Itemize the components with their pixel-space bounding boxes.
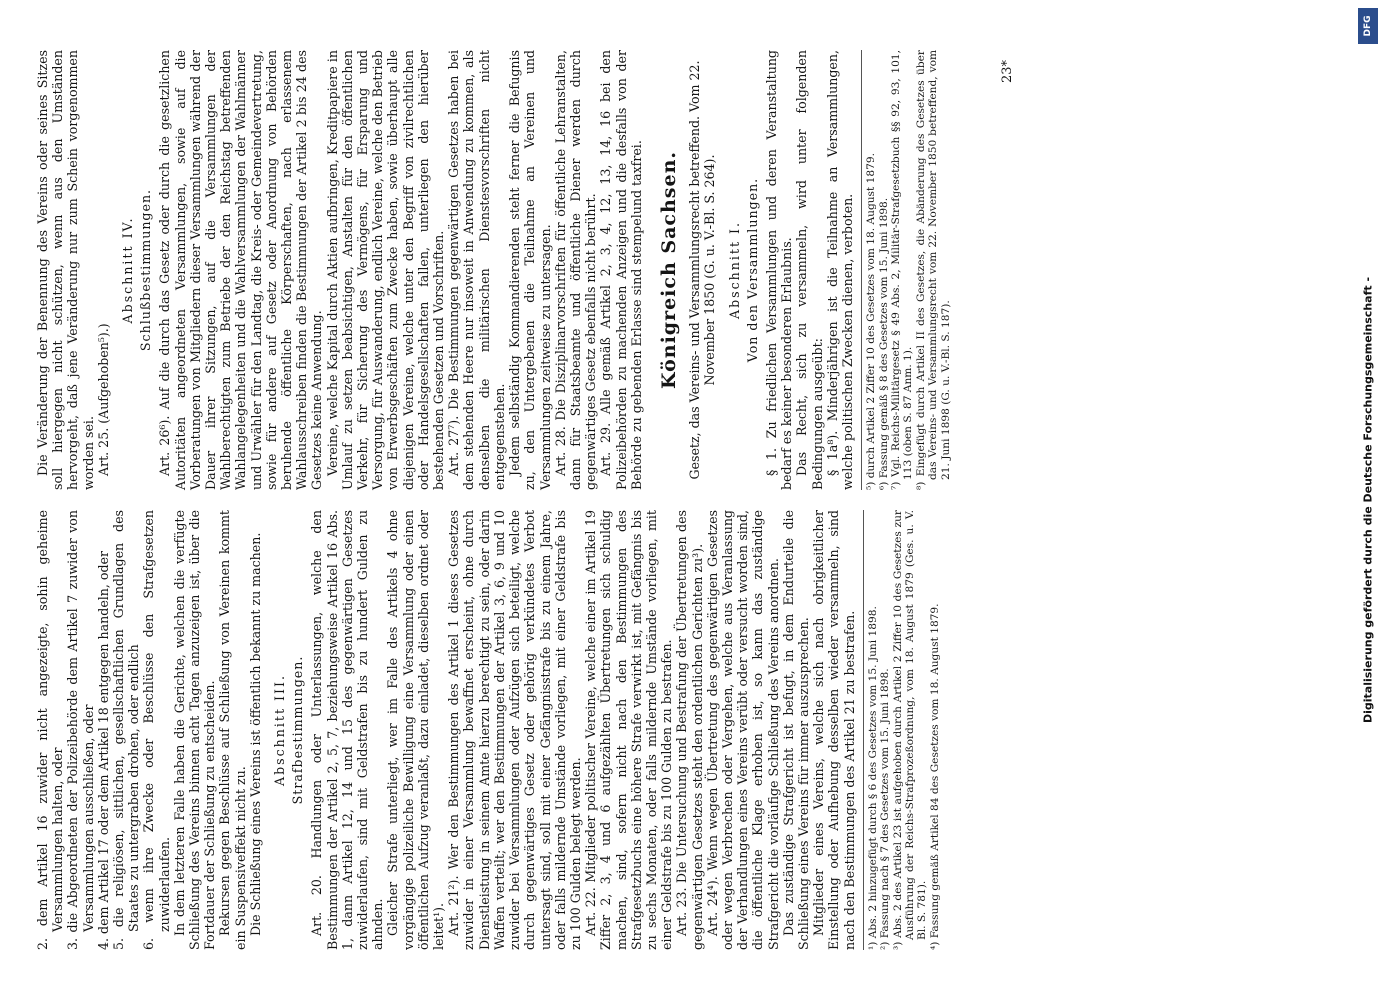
section-heading: Abschnitt IV. xyxy=(120,216,136,324)
article-paragraph: Art. 24⁴). Wenn wegen Übertretung des gegenwärtigen Gesetzes oder wegen Verbrechen oder Vergehen, welche aus Veranlassung der Verhandlungen eines Vereins verübt oder versucht worden sind, die öffentliche Klage erhoben ist, so kann das zuständige Strafgericht die vorläufige Schließung des Vereins anordnen. xyxy=(704,510,781,950)
footnotes-right xyxy=(861,50,952,490)
section-subheading: Strafbestimmungen. xyxy=(290,655,306,805)
paragraph: Rekursen gegen Beschlüsse auf Schließung von Vereinen kommt ein Suspensiveffekt nicht zu. xyxy=(217,510,248,950)
right-column xyxy=(35,50,952,490)
list-item: 5. die religiösen, sittlichen, gesellschaftlichen Grundlagen des Staates zu untergraben drohen, oder endlich xyxy=(111,510,142,950)
section-heading: Abschnitt III. xyxy=(272,674,288,786)
article-paragraph: Mitglieder eines Vereins, welche sich nach obrigkeitlicher Einstellung oder Aufhebung desselben wieder versammeln, sind nach den Bestimmungen des Artikel 21 zu bestrafen. xyxy=(811,510,857,950)
paragraph: Das Recht, sich zu versammeln, wird unter folgenden Bedingungen ausgeübt: xyxy=(794,50,825,490)
list-item: 3. die Abgeordneten der Polizeibehörde dem Artikel 7 zuwider von Versammlungen ausschließen, oder xyxy=(65,510,96,950)
article-paragraph: Das zuständige Strafgericht ist befugt, in dem Endurteile die Schließung eines Vereins für immer auszusprechen. xyxy=(780,510,811,950)
footnote: ⁵) durch Artikel 2 Ziffer 10 des Gesetzes vom 18. August 1879. xyxy=(865,153,878,490)
paragraph: § 1. Zu friedlichen Versammlungen und deren Veranstaltung bedarf es keiner besonderen Erlaubnis. xyxy=(763,50,795,490)
paragraph: In dem letzteren Falle haben die Gerichte, welchen die verfügte Schließung des Vereins binnen acht Tagen anzuzeigen ist, über die Fortdauer der Schließung zu entscheiden. xyxy=(171,510,218,950)
rotated-page-content xyxy=(0,20,1165,980)
paragraph: § 1a⁸). Minderjährigen ist die Teilnahme an Versammlungen, welche politischen Zwecken dienen, verboten. xyxy=(824,50,855,490)
section-heading: Abschnitt I. xyxy=(726,220,742,320)
article-paragraph: Vereine, welche Kapital durch Aktien aufbringen, Kreditpapiere in Umlauf zu setzen beabsichtigen, Anstalten für den öffentlichen Verkehr, für Sicherung des Vermögens, für Ersparung und Versorgung, für Auswanderung, endlich Vereine, welche den Betrieb von Erwerbsgeschäften zum Zwecke haben, sowie überhaupt alle diejenigen Vereine, welche unter den Begriff von zivilrechtlichen oder Handelsgesellschaften fallen, unterliegen den hierüber bestehenden Gesetzen und Vorschriften. xyxy=(324,50,447,490)
list-item: 2. dem Artikel 16 zuwider nicht angezeigte, sohin geheime Versammlungen halten, oder xyxy=(35,510,66,950)
dfg-logo-text: DFG xyxy=(1363,15,1373,37)
section-subheading: Schlußbestimmungen. xyxy=(138,188,154,352)
article-paragraph: Art. 27⁷). Die Bestimmungen gegenwärtigen Gesetzes haben bei dem stehenden Heere nur insoweit in Anwendung zu kommen, als denselben die militärischen Dienstesvorschriften nicht entgegenstehen. xyxy=(446,50,507,490)
left-column xyxy=(35,510,941,950)
paragraph: Die Schließung eines Vereins ist öffentlich bekannt zu machen. xyxy=(247,532,263,936)
dfg-logo xyxy=(1358,8,1378,44)
footnote: ²) Fassung nach § 7 des Gesetzes vom 15. Juni 1898. xyxy=(879,668,892,950)
article-paragraph: Art. 28. Die Disziplinarvorschriften für öffentliche Lehranstalten, dann für Staatsbeamte und öffentliche Diener werden durch gegenwärtiges Gesetz ebenfalls nicht berührt. xyxy=(552,50,599,490)
footnote: ⁴) Fassung gemäß Artikel 84 des Gesetzes vom 18. August 1879. xyxy=(928,603,941,950)
article-paragraph: Art. 20. Handlungen oder Unterlassungen, welche den Bestimmungen der Artikel 2, 5, 7, beziehungsweise Artikel 16 Abs. 1, dann Artikel 12, 14 und 15 des gegenwärtigen Gesetzes zuwiderlaufen, sind mit Geldstrafen bis zu hundert Gulden zu ahnden. xyxy=(309,510,386,950)
article-paragraph: Gleicher Strafe unterliegt, wer im Falle des Artikels 4 ohne vorgängige polizeiliche Bewilligung eine Versammlung oder einen öffentlichen Aufzug veranlaßt, dazu einladet, dieselben ordnet oder leitet¹). xyxy=(385,510,447,950)
digitization-credit xyxy=(1355,10,1381,990)
footnote: ⁶) Fassung gemäß § 8 des Gesetzes vom 15. Juni 1898. xyxy=(877,197,890,490)
footnotes-left xyxy=(863,510,941,950)
state-heading: Königreich Sachsen. xyxy=(657,150,680,390)
list-item: 6. wenn ihre Zwecke oder Beschlüsse den Strafgesetzen zuwiderlaufen. xyxy=(141,510,172,950)
article-paragraph: Jedem selbständig Kommandierenden steht ferner die Befugnis zu, den Untergebenen die Teilnahme an Vereinen und Versammlungen zeitweise zu untersagen. xyxy=(507,50,553,490)
article-paragraph: Art. 26⁶). Auf die durch das Gesetz oder durch die gesetzlichen Autoritäten angeordneten Versammlungen, sowie auf die Vorberatungen von Mitgliedern dieser Versammlungen während der Dauer ihrer Sitzungen, auf die Versammlungen der Wahlberechtigten zum Betriebe der den Reichstag betreffenden Wahlangelegenheiten und die Wahlversammlungen der Wahlmänner und Urwähler für den Landtag, die Kreis- oder Gemeindevertretung, sowie für andere auf Gesetz oder Anordnung von Behörden beruhende öffentliche Körperschaften, nach erlassenem Wahlausschreiben finden die Bestimmungen der Artikel 2 bis 24 des Gesetzes keine Anwendung. xyxy=(157,50,325,490)
article-paragraph: Art. 23. Die Untersuchung und Bestrafung der Übertretungen des gegenwärtigen Gesetzes steht den ordentlichen Gerichten zu³). xyxy=(674,510,705,950)
law-title: Gesetz, das Vereins- und Versammlungsrecht betreffend. Vom 22. November 1850 (G. u. V.-Bl. S. 264). xyxy=(687,60,718,480)
article-paragraph: Art. 29. Alle gemäß Artikel 2, 3, 4, 12, 13, 14, 16 bei den Polizeibehörden zu machenden Anzeigen und die desfalls von der Behörde zu gebenden Erlasse sind stempelund taxfrei. xyxy=(598,50,644,490)
article-paragraph: Art. 22. Mitglieder politischer Vereine, welche einer im Artikel 19 Ziffer 2, 3, 4 und 6 aufgezählten Übertretungen sich schuldig machen, sind, sofern nicht nach den Bestimmungen des Strafgesetzbuchs eine höhere Strafe verwirkt ist, mit Gefängnis bis zu sechs Monaten, oder falls mildernde Umstände vorliegen, mit einer Geldstrafe bis zu 100 Gulden zu bestrafen. xyxy=(583,510,675,950)
article-paragraph: Art. 25. (Aufgehoben⁵).) xyxy=(95,323,111,476)
credit-text: Digitalisierung gefördert durch die Deutsche Forschungsgemeinschaft - xyxy=(1361,276,1375,724)
footnote: ⁸) Eingefügt durch Artikel II des Gesetzes, die Abänderung des Gesetzes über das Vereins- und Versammlungsrecht vom 22. November 1850 betreffend, vom 21. Juni 1898 (G. u. V.-Bl. S. 187). xyxy=(914,50,952,490)
footnote: ¹) Abs. 2 hinzugefügt durch § 6 des Gesetzes vom 15. Juni 1898. xyxy=(866,606,879,950)
article-paragraph: Art. 21²). Wer den Bestimmungen des Artikel 1 dieses Gesetzes zuwider in einer Versammlung bewaffnet erscheint, ohne durch Dienstleistung in seinem Amte hierzu berechtigt zu sein, oder darin Waffen verteilt; wer den Bestimmungen der Artikel 3, 6, 9 und 10 zuwider bei Versammlungen oder Aufzügen sich beteiligt, welche durch gegenwärtiges Gesetz oder gehörig verkündetes Verbot untersagt sind, soll mit einer Gefängnisstrafe bis zu einem Jahre, oder falls mildernde Umstände vorliegen, mit einer Geldstrafe bis zu 100 Gulden belegt werden. xyxy=(446,510,583,950)
footnote: ³) Abs. 2 des Artikel 23 ist aufgehoben durch Artikel 2 Ziffer 10 des Gesetzes zur Ausführung der Reichs-Strafprozeßordnung, vom 18. August 1879 (Ges. u. V. Bl. S. 781). xyxy=(891,510,929,950)
list-item: 4. dem Artikel 17 oder dem Artikel 18 entgegen handeln, oder xyxy=(95,550,111,950)
signature-mark: 23* xyxy=(1000,60,1015,84)
section-subheading: Von den Versammlungen. xyxy=(744,177,760,363)
footnote: ⁷) Vgl. Reichs-Militärgesetz § 49 Abs. 2, Militär-Strafgesetzbuch §§ 92, 93, 101, 113 (oben S. 87 Anm. 1). xyxy=(889,50,915,490)
paragraph: Die Veränderung der Benennung des Vereins oder seines Sitzes soll hiergegen nicht schützen, wenn aus den Umständen hervorgeht, daß jene Veränderung nur zum Schein vorgenommen worden sei. xyxy=(35,50,96,490)
